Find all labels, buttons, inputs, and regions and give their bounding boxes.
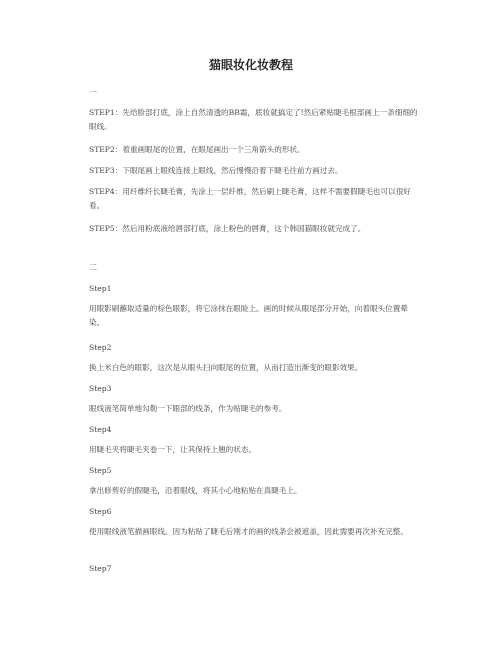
step-label-5: Step5 <box>89 466 112 475</box>
step-text-3: 眼线液笔简单地勾勒一下眼部的线条，作为贴睫毛的参考。 <box>89 404 287 413</box>
step-text-2: 换上米白色的眼影，这次是从眼头扫向眼尾的位置，从而打造出渐变的眼影效果。 <box>89 363 363 372</box>
paragraph-step2: STEP2：着重画眼尾的位置，在眼尾画出一个三角箭头的形状。 <box>89 145 305 154</box>
step-text-4: 用睫毛夹将睫毛夹卷一下，让其保持上翘的状态。 <box>89 445 257 454</box>
paragraph-step5: STEP5：然后用粉底液给唇部打底，涂上粉色的唇膏，这个韩国猫眼妆就完成了。 <box>89 224 366 233</box>
paragraph-step1: STEP1：先给脸部打底，涂上自然清透的BB霜，底妆就搞定了!然后紧贴睫毛根部画上一条细细的眼线。 <box>89 108 418 131</box>
step-label-7: Step7 <box>89 564 112 573</box>
step-text-5: 拿出修剪好的假睫毛，沿着眼线，将其小心地粘贴在真睫毛上。 <box>89 486 302 495</box>
step-text-6: 使用眼线液笔描画眼线。因为粘贴了睫毛后刚才的画的线条会被遮盖，因此需要再次补充完整。 <box>89 527 408 536</box>
paragraph-step3: STEP3：下眼尾画上眼线连接上眼线，然后慢慢沿着下睫毛往前方画过去。 <box>89 166 343 175</box>
paragraph-step4: STEP4：用纤维纤长睫毛膏，先涂上一层纤维，然后刷上睫毛膏，这样不需要假睫毛也可以很好看。 <box>89 187 411 210</box>
step-text-1: 用眼影刷蘸取适量的棕色眼影，将它涂抹在眼睑上。画的时候从眼尾部分开始，向着眼头位置晕染。 <box>89 304 408 327</box>
step-label-2: Step2 <box>89 343 112 352</box>
step-label-6: Step6 <box>89 507 112 516</box>
section-marker-2: 二 <box>89 263 97 272</box>
step-label-4: Step4 <box>89 425 112 434</box>
step-label-3: Step3 <box>89 384 112 393</box>
step-label-1: Step1 <box>89 284 112 293</box>
section-marker-1: 一 <box>89 88 97 97</box>
document-title: 猫眼妆化妆教程 <box>208 58 293 72</box>
